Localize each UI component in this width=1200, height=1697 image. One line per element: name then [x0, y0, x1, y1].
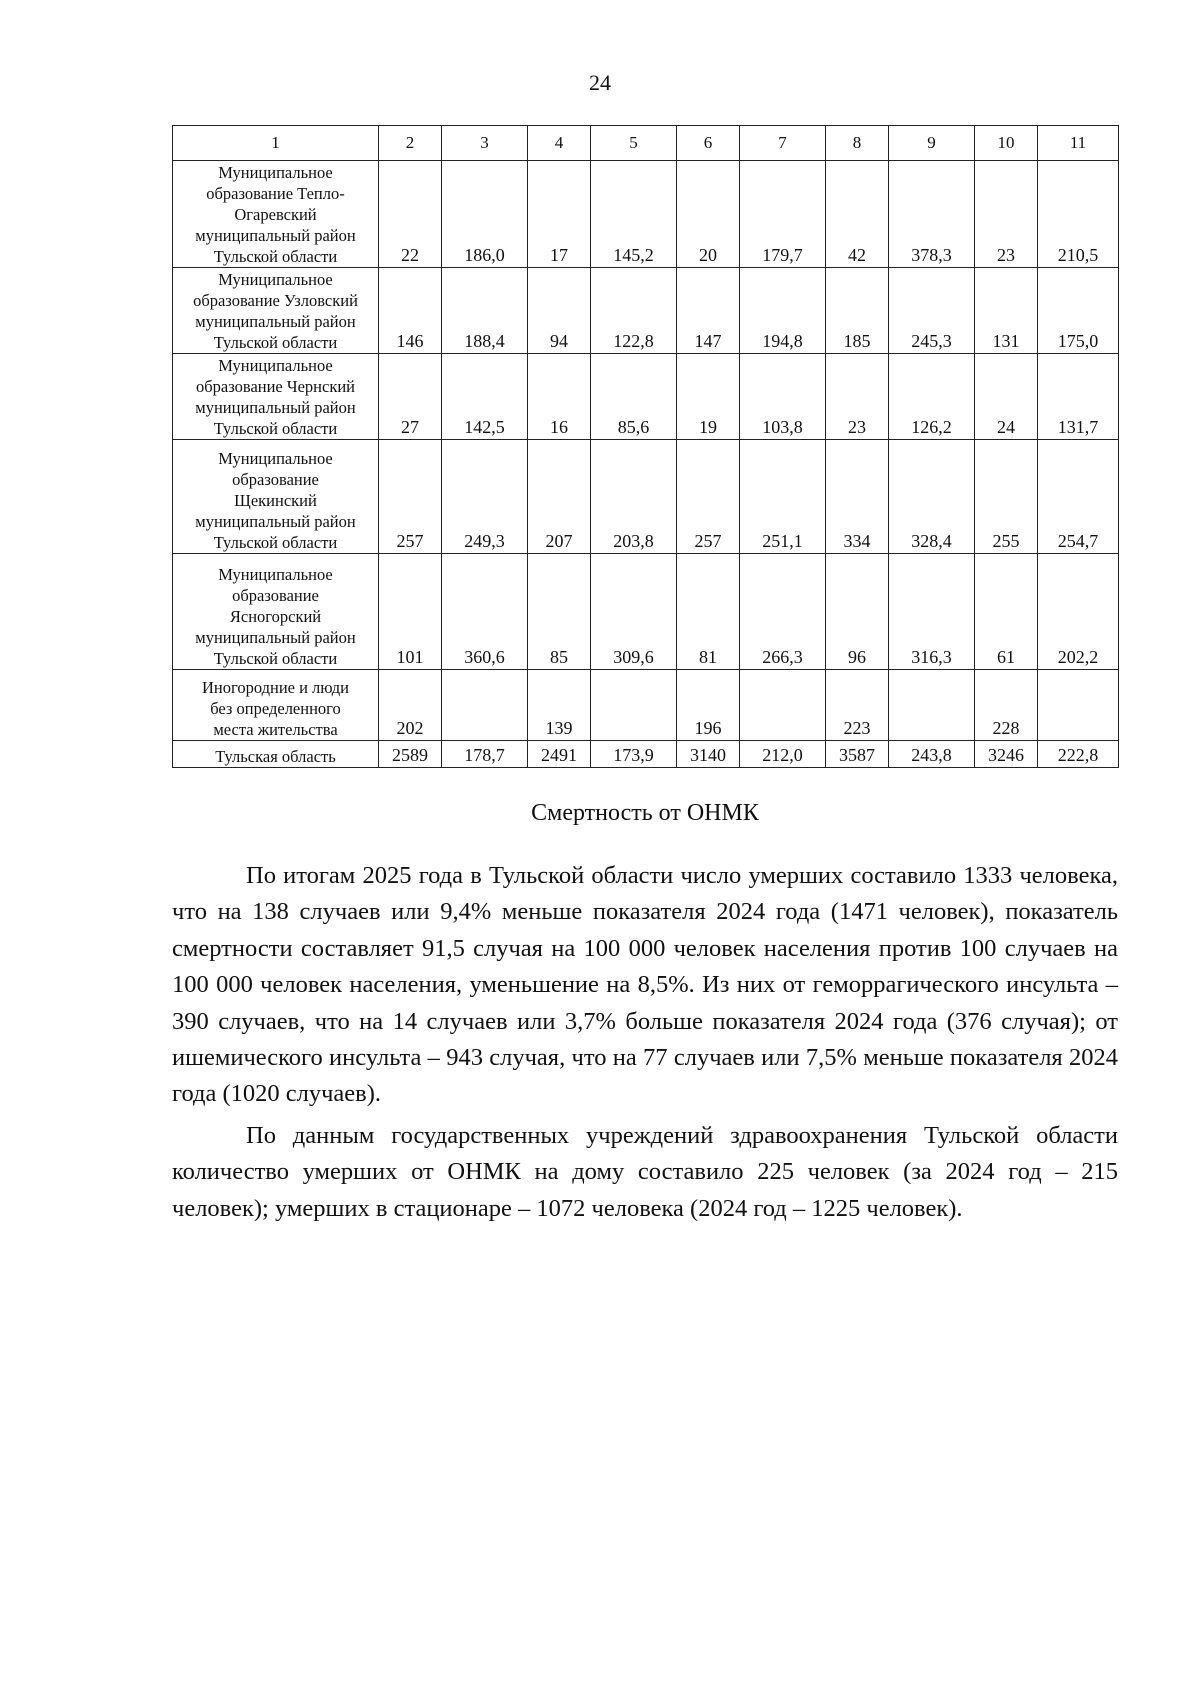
value-cell: 2491 — [528, 741, 591, 768]
value-cell: 210,5 — [1038, 161, 1119, 268]
paragraph: По данным государственных учреждений здравоохранения Тульской области количество умерших от ОНМК на дому составило 225 человек (за 2024 год – 215 человек); умерших в стационаре – 1072 человека (2024 год – 1225 человек). — [172, 1121, 1118, 1222]
value-cell: 179,7 — [740, 161, 826, 268]
value-cell: 126,2 — [889, 354, 975, 440]
region-name-line: муниципальный район — [195, 628, 356, 647]
value-cell: 316,3 — [889, 554, 975, 670]
value-cell: 101 — [379, 554, 442, 670]
region-name-line: без определенного — [210, 699, 341, 718]
body-text — [172, 858, 1118, 1232]
value-cell: 254,7 — [1038, 440, 1119, 554]
value-cell: 178,7 — [442, 741, 528, 768]
region-name-line: Муниципальное — [218, 449, 333, 468]
section-title: Смертность от ОНМК — [531, 800, 759, 826]
region-name-cell — [173, 354, 379, 440]
value-cell: 202 — [379, 670, 442, 741]
region-name-line: места жительства — [213, 720, 338, 739]
column-header: 2 — [379, 126, 442, 161]
value-cell — [889, 670, 975, 741]
value-cell: 3587 — [826, 741, 889, 768]
value-cell: 122,8 — [591, 268, 677, 354]
column-header: 3 — [442, 126, 528, 161]
value-cell: 42 — [826, 161, 889, 268]
table-body — [173, 126, 1119, 768]
table-row — [173, 268, 1119, 354]
region-name-line: Ясногорский — [229, 607, 322, 626]
value-cell: 103,8 — [740, 354, 826, 440]
value-cell: 147 — [677, 268, 740, 354]
value-cell: 173,9 — [591, 741, 677, 768]
value-cell: 203,8 — [591, 440, 677, 554]
column-header: 9 — [889, 126, 975, 161]
region-name-line: муниципальный район — [195, 398, 356, 417]
region-name-line: Огаревский — [234, 205, 317, 224]
value-cell: 146 — [379, 268, 442, 354]
region-name-line: образование — [232, 586, 319, 605]
value-cell: 185 — [826, 268, 889, 354]
value-cell: 94 — [528, 268, 591, 354]
region-name-line: муниципальный район — [195, 226, 356, 245]
value-cell: 222,8 — [1038, 741, 1119, 768]
value-cell: 24 — [975, 354, 1038, 440]
value-cell: 20 — [677, 161, 740, 268]
value-cell: 81 — [677, 554, 740, 670]
column-header: 4 — [528, 126, 591, 161]
value-cell: 186,0 — [442, 161, 528, 268]
value-cell: 27 — [379, 354, 442, 440]
region-name-line: образование Чернский — [195, 377, 356, 396]
value-cell: 85 — [528, 554, 591, 670]
column-header: 1 — [173, 126, 379, 161]
value-cell: 251,1 — [740, 440, 826, 554]
value-cell — [591, 670, 677, 741]
table-row — [173, 554, 1119, 670]
value-cell: 309,6 — [591, 554, 677, 670]
region-name-line: Тульская область — [215, 747, 336, 766]
region-name-cell — [173, 161, 379, 268]
table-row — [173, 741, 1119, 768]
value-cell: 360,6 — [442, 554, 528, 670]
value-cell — [1038, 670, 1119, 741]
value-cell: 228 — [975, 670, 1038, 741]
column-header: 6 — [677, 126, 740, 161]
column-header: 5 — [591, 126, 677, 161]
value-cell: 243,8 — [889, 741, 975, 768]
value-cell: 175,0 — [1038, 268, 1119, 354]
value-cell: 139 — [528, 670, 591, 741]
value-cell: 378,3 — [889, 161, 975, 268]
table-row — [173, 161, 1119, 268]
region-name-line: образование Узловский — [193, 291, 358, 310]
region-name-line: Тульской области — [213, 419, 338, 438]
region-name-cell — [173, 670, 379, 741]
table-row — [173, 670, 1119, 741]
region-name-cell — [173, 741, 379, 768]
value-cell: 16 — [528, 354, 591, 440]
value-cell: 212,0 — [740, 741, 826, 768]
value-cell — [442, 670, 528, 741]
value-cell: 85,6 — [591, 354, 677, 440]
value-cell: 257 — [677, 440, 740, 554]
region-name-line: Муниципальное — [218, 356, 333, 375]
value-cell: 202,2 — [1038, 554, 1119, 670]
value-cell: 188,4 — [442, 268, 528, 354]
table-row — [173, 440, 1119, 554]
column-header: 11 — [1038, 126, 1119, 161]
value-cell: 328,4 — [889, 440, 975, 554]
value-cell: 255 — [975, 440, 1038, 554]
paragraph: По итогам 2025 года в Тульской области число умерших составило 1333 человека, что на 138 случаев или 9,4% меньше показателя 2024 года (1471 человек), показатель смертности составляет 91,5 случая на 100 000 человек населения против 100 случаев на 100 000 человек населения, уменьшение на 8,5%. Из них от геморрагического инсульта – 390 случаев, что на 14 случаев или 3,7% больше показателя 2024 года (376 случая); от ишемического инсульта – 943 случая, что на 77 случаев или 7,5% меньше показателя 2024 года (1020 случаев). — [172, 862, 1118, 1108]
table-header-row — [173, 126, 1119, 161]
region-name-line: образование Тепло- — [206, 184, 345, 203]
region-name-line: Щекинский — [234, 491, 317, 510]
region-name-cell — [173, 268, 379, 354]
region-name-line: образование — [232, 470, 319, 489]
value-cell: 23 — [975, 161, 1038, 268]
value-cell: 245,3 — [889, 268, 975, 354]
value-cell: 142,5 — [442, 354, 528, 440]
column-header: 8 — [826, 126, 889, 161]
value-cell: 61 — [975, 554, 1038, 670]
mortality-table — [172, 125, 1119, 768]
value-cell: 194,8 — [740, 268, 826, 354]
region-name-cell — [173, 554, 379, 670]
region-name-line: Тульской области — [213, 333, 338, 352]
value-cell: 22 — [379, 161, 442, 268]
value-cell: 131,7 — [1038, 354, 1119, 440]
value-cell: 3140 — [677, 741, 740, 768]
column-header: 7 — [740, 126, 826, 161]
region-name-cell — [173, 440, 379, 554]
value-cell: 17 — [528, 161, 591, 268]
value-cell: 23 — [826, 354, 889, 440]
value-cell: 266,3 — [740, 554, 826, 670]
region-name-line: Тульской области — [213, 649, 338, 668]
value-cell: 145,2 — [591, 161, 677, 268]
region-name-line: муниципальный район — [195, 512, 356, 531]
table-row — [173, 354, 1119, 440]
region-name-line: Муниципальное — [218, 163, 333, 182]
value-cell — [740, 670, 826, 741]
value-cell: 3246 — [975, 741, 1038, 768]
value-cell: 207 — [528, 440, 591, 554]
region-name-line: муниципальный район — [195, 312, 356, 331]
region-name-line: Муниципальное — [218, 565, 333, 584]
region-name-line: Тульской области — [213, 247, 338, 266]
column-header: 10 — [975, 126, 1038, 161]
value-cell: 196 — [677, 670, 740, 741]
value-cell: 249,3 — [442, 440, 528, 554]
value-cell: 2589 — [379, 741, 442, 768]
value-cell: 257 — [379, 440, 442, 554]
region-name-line: Тульской области — [213, 533, 338, 552]
page-number: 24 — [589, 70, 611, 95]
value-cell: 334 — [826, 440, 889, 554]
region-name-line: Иногородние и люди — [201, 678, 350, 697]
region-name-line: Муниципальное — [218, 270, 333, 289]
value-cell: 223 — [826, 670, 889, 741]
value-cell: 131 — [975, 268, 1038, 354]
value-cell: 19 — [677, 354, 740, 440]
value-cell: 96 — [826, 554, 889, 670]
